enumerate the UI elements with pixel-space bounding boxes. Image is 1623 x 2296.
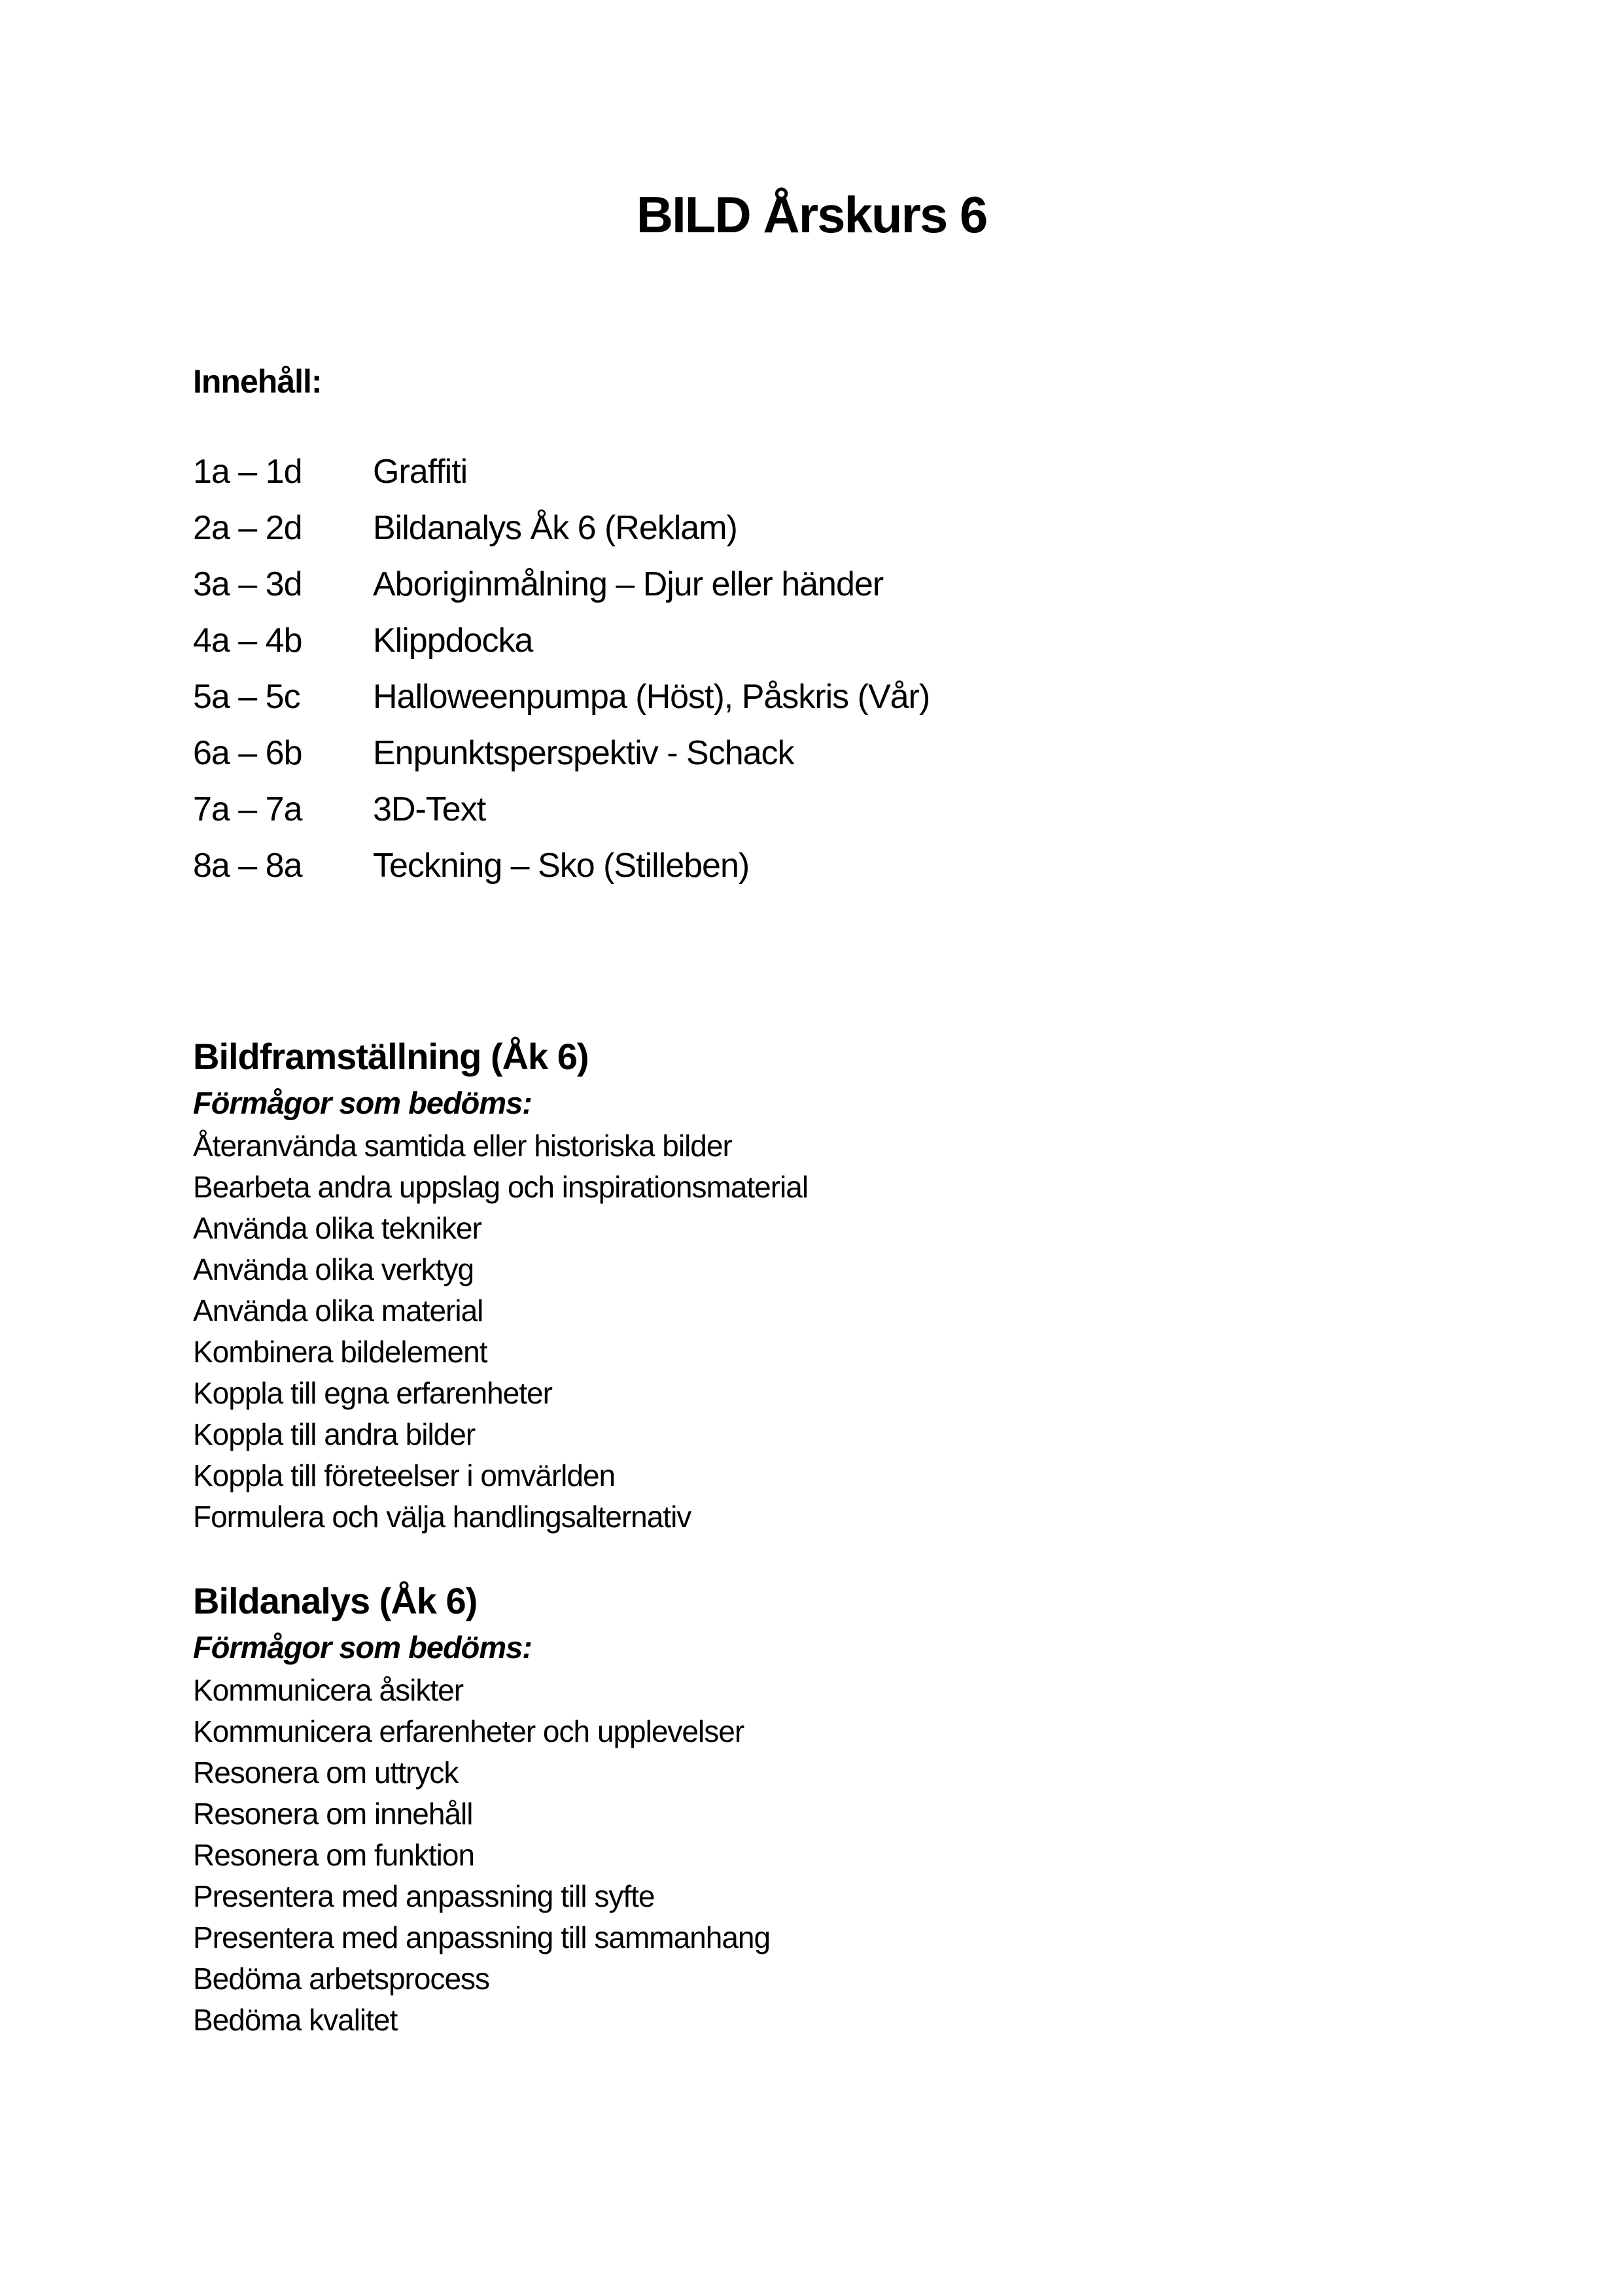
toc-item-range: 5a – 5c [193, 678, 300, 716]
section-bildframstallning [193, 1034, 1505, 1538]
toc-item-range: 2a – 2d [193, 509, 302, 547]
ability-item: Bedöma arbetsprocess [193, 1962, 490, 1996]
ability-item: Kommunicera erfarenheter och upplevelser [193, 1714, 744, 1748]
ability-item: Bedöma kvalitet [193, 2003, 398, 2037]
toc-item-label: Aboriginmålning – Djur eller händer [373, 565, 884, 603]
ability-list [193, 1670, 1505, 2041]
toc-heading: Innehåll: [193, 363, 322, 400]
toc-item-label: Enpunktsperspektiv - Schack [373, 734, 794, 772]
document-content [0, 361, 1623, 2041]
toc-item-label: Bildanalys Åk 6 (Reklam) [373, 509, 737, 547]
toc-item-range: 8a – 8a [193, 847, 302, 885]
section-subheading: Förmågor som bedöms: [193, 1630, 532, 1665]
ability-item: Resonera om uttryck [193, 1756, 459, 1790]
ability-item: Formulera och välja handlingsalternativ [193, 1500, 691, 1534]
ability-item: Resonera om funktion [193, 1838, 475, 1872]
ability-item: Kommunicera åsikter [193, 1673, 464, 1707]
ability-item: Kombinera bildelement [193, 1335, 487, 1369]
toc-row [193, 500, 1505, 556]
toc-item-range: 3a – 3d [193, 565, 302, 603]
toc-row [193, 556, 1505, 612]
toc-item-range: 4a – 4b [193, 622, 302, 660]
toc-item-label: Teckning – Sko (Stilleben) [373, 847, 750, 885]
ability-item: Återanvända samtida eller historiska bilder [193, 1129, 732, 1163]
toc-row [193, 612, 1505, 669]
ability-item: Bearbeta andra uppslag och inspirationsmaterial [193, 1170, 809, 1204]
ability-item: Koppla till andra bilder [193, 1417, 476, 1451]
ability-list [193, 1125, 1505, 1538]
toc-row [193, 781, 1505, 838]
section-heading: Bildanalys (Åk 6) [193, 1580, 478, 1621]
toc-row [193, 725, 1505, 781]
ability-item: Koppla till egna erfarenheter [193, 1376, 552, 1410]
toc-row [193, 838, 1505, 894]
toc-item-label: Klippdocka [373, 622, 533, 660]
toc-item-range: 7a – 7a [193, 790, 302, 828]
ability-item: Använda olika verktyg [193, 1252, 474, 1286]
ability-item: Använda olika material [193, 1294, 483, 1328]
toc-item-range: 1a – 1d [193, 453, 302, 491]
page-title: BILD Årskurs 6 [636, 186, 987, 243]
section-subheading: Förmågor som bedöms: [193, 1086, 532, 1120]
ability-item: Resonera om innehåll [193, 1797, 473, 1831]
ability-item: Presentera med anpassning till syfte [193, 1879, 655, 1913]
section-heading: Bildframställning (Åk 6) [193, 1036, 589, 1077]
ability-item: Koppla till företeelser i omvärlden [193, 1458, 616, 1492]
toc-row [193, 444, 1505, 500]
section-bildanalys [193, 1578, 1505, 2041]
toc-item-range: 6a – 6b [193, 734, 302, 772]
toc-row [193, 669, 1505, 725]
ability-item: Presentera med anpassning till sammanhang [193, 1920, 771, 1954]
ability-item: Använda olika tekniker [193, 1211, 481, 1245]
toc-item-label: Halloweenpumpa (Höst), Påskris (Vår) [373, 678, 930, 716]
toc-item-label: 3D-Text [373, 790, 486, 828]
toc-item-label: Graffiti [373, 453, 468, 491]
toc-list [193, 444, 1505, 894]
